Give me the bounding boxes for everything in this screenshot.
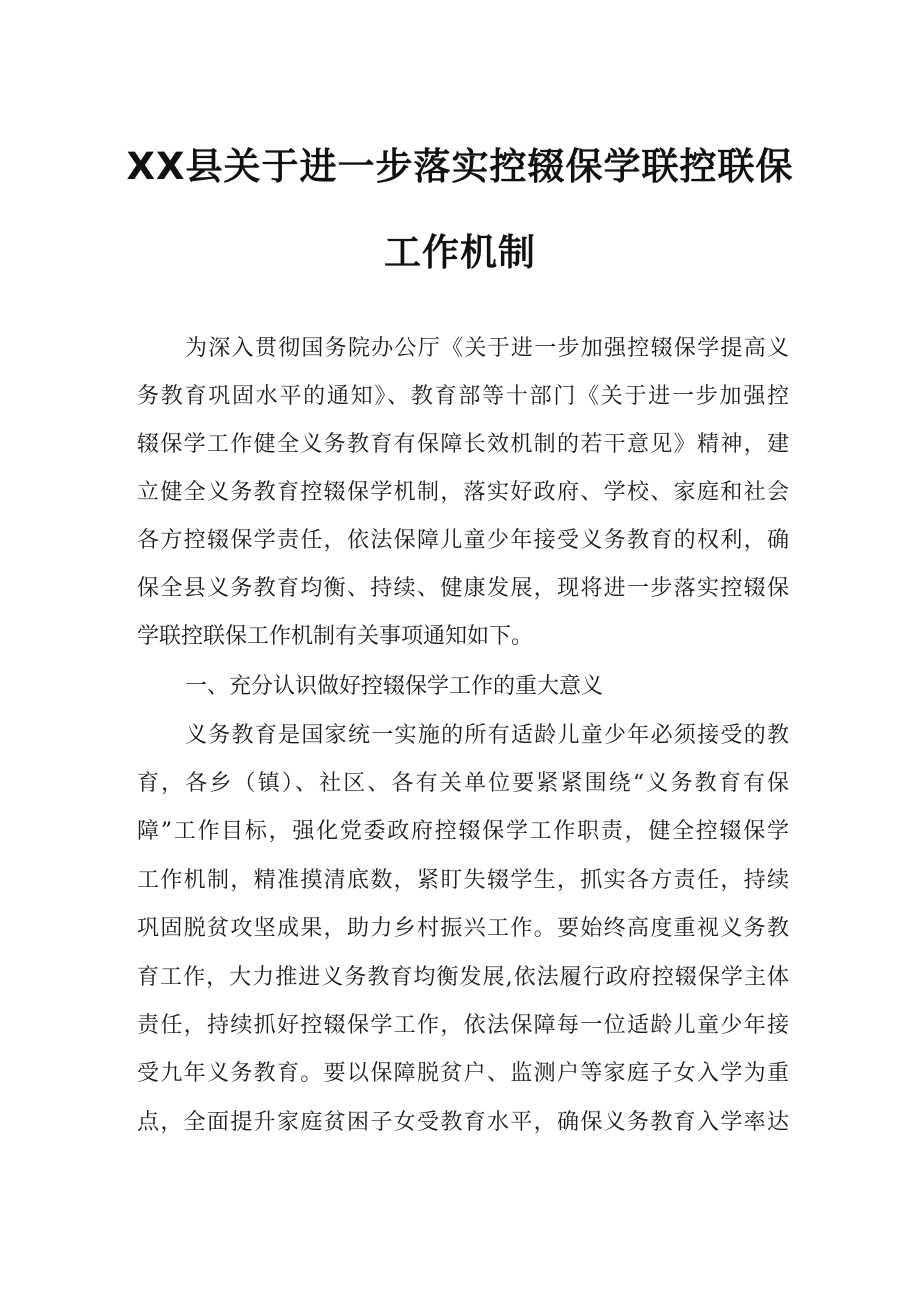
paragraph-1-line-7: 学联控联保工作机制有关事项通知如下。 (137, 624, 534, 649)
paragraph-1-line-6: 保全县义务教育均衡、持续、健康发展，现将进一步落实控辍保 (137, 576, 789, 601)
document-title-line-2: 工作机制 (384, 231, 536, 274)
document-title-line-1: XX县关于进一步落实控辍保学联控联保 (126, 145, 794, 188)
paragraph-1-line-3: 辍保学工作健全义务教育有保障长效机制的若干意见》精神，建 (137, 432, 789, 457)
paragraph-2-line-6: 育工作，大力推进义务教育均衡发展,依法履行政府控辍保学主体 (137, 965, 789, 990)
paragraph-2-line-3: 障”工作目标，强化党委政府控辍保学工作职责，健全控辍保学 (137, 819, 789, 844)
paragraph-1-line-4: 立健全义务教育控辍保学机制，落实好政府、学校、家庭和社会 (137, 480, 789, 505)
paragraph-2-line-5: 巩固脱贫攻坚成果，助力乡村振兴工作。要始终高度重视义务教 (137, 916, 789, 941)
paragraph-2-line-9: 点，全面提升家庭贫困子女受教育水平，确保义务教育入学率达 (137, 1110, 789, 1135)
paragraph-2-line-7: 责任，持续抓好控辍保学工作，依法保障每一位适龄儿童少年接 (137, 1013, 789, 1038)
paragraph-2-line-1: 义务教育是国家统一实施的所有适龄儿童少年必须接受的教 (185, 723, 789, 748)
section-1-heading: 一、充分认识做好控辍保学工作的重大意义 (185, 674, 604, 699)
paragraph-2-line-2: 育，各乡（镇）、社区、各有关单位要紧紧围绕“义务教育有保 (137, 771, 789, 796)
paragraph-2-line-4: 工作机制，精准摸清底数，紧盯失辍学生，抓实各方责任，持续 (137, 868, 789, 893)
paragraph-1-line-1: 为深入贯彻国务院办公厅《关于进一步加强控辍保学提高义 (185, 336, 789, 361)
paragraph-2-line-8: 受九年义务教育。要以保障脱贫户、监测户等家庭子女入学为重 (137, 1061, 789, 1086)
paragraph-1-line-5: 各方控辍保学责任，依法保障儿童少年接受义务教育的权利，确 (137, 528, 789, 553)
paragraph-1-line-2: 务教育巩固水平的通知》、教育部等十部门《关于进一步加强控 (137, 384, 789, 409)
